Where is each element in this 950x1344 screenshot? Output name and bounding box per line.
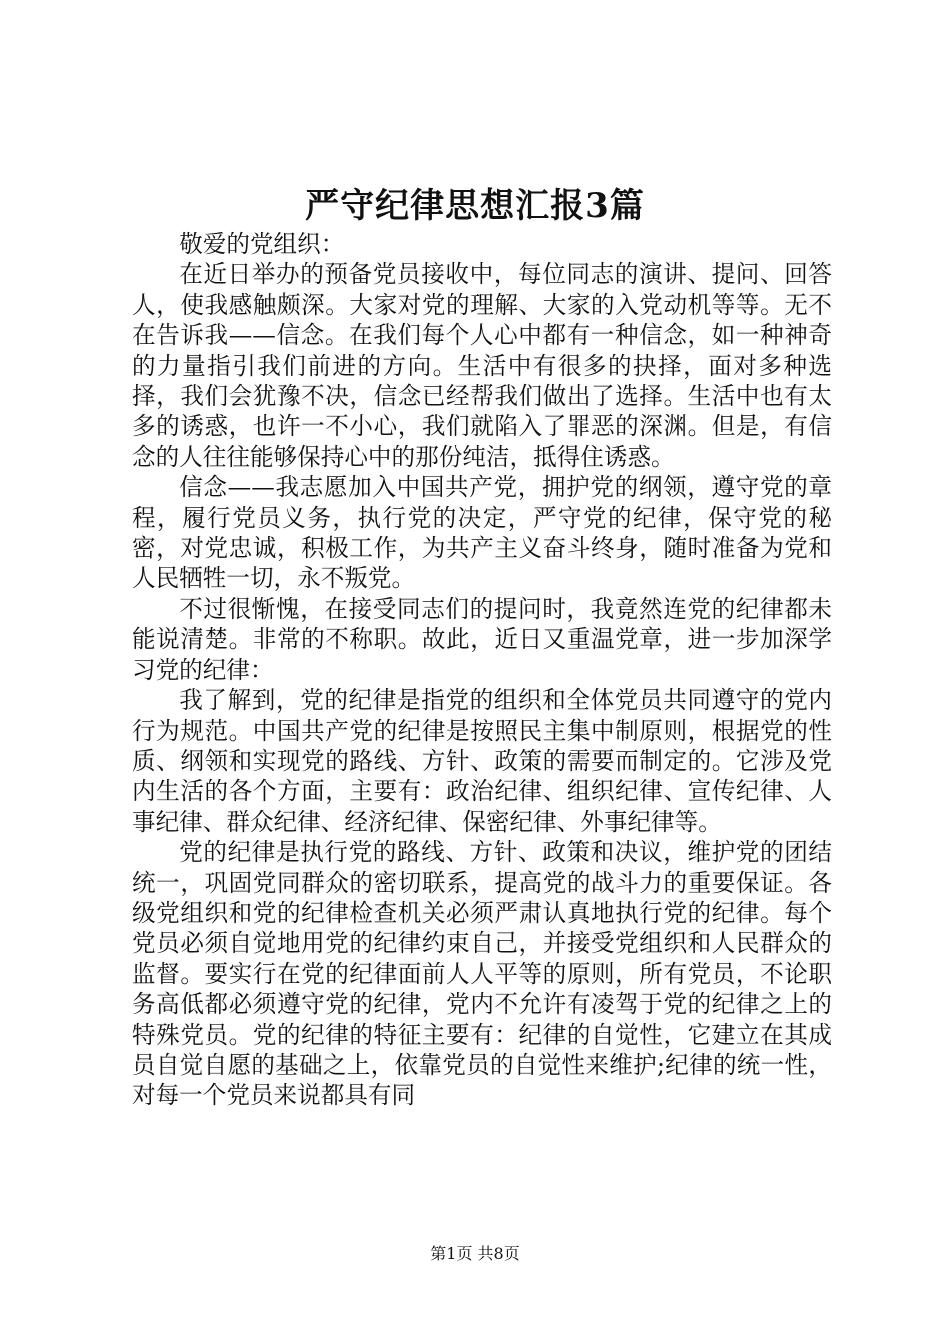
- document-body: [132, 229, 832, 1111]
- paragraph: 信念——我志愿加入中国共产党，拥护党的纲领，遵守党的章程，履行党员义务，执行党的决定，严守党的纪律，保守党的秘密，对党忠诚，积极工作，为共产主义奋斗终身，随时准备为党和人民牺牲一切，永不叛党。: [132, 473, 832, 593]
- document-title: 严守纪律思想汇报3篇: [305, 186, 645, 226]
- paragraph: 在近日举办的预备党员接收中，每位同志的演讲、提问、回答人，使我感触颇深。大家对党的理解、大家的入党动机等等。无不在告诉我——信念。在我们每个人心中都有一种信念，如一种神奇的力量指引我们前进的方向。生活中有很多的抉择，面对多种选择，我们会犹豫不决，信念已经帮我们做出了选择。生活中也有太多的诱惑，也许一不小心，我们就陷入了罪恶的深渊。但是，有信念的人往往能够保持心中的那份纯洁，抵得住诱惑。: [132, 260, 832, 471]
- salutation: 敬爱的党组织：: [179, 230, 345, 258]
- page-footer: 第1页 共8页: [430, 1244, 520, 1263]
- paragraph: 不过很惭愧，在接受同志们的提问时，我竟然连党的纪律都未能说清楚。非常的不称职。故此，近日又重温党章，进一步加深学习党的纪律：: [132, 594, 832, 684]
- paragraph: 我了解到，党的纪律是指党的组织和全体党员共同遵守的党内行为规范。中国共产党的纪律是按照民主集中制原则，根据党的性质、纲领和实现党的路线、方针、政策的需要而制定的。它涉及党内生活的各个方面，主要有：政治纪律、组织纪律、宣传纪律、人事纪律、群众纪律、经济纪律、保密纪律、外事纪律等。: [132, 686, 832, 836]
- paragraph: 党的纪律是执行党的路线、方针、政策和决议，维护党的团结统一，巩固党同群众的密切联系，提高党的战斗力的重要保证。各级党组织和党的纪律检查机关必须严肃认真地执行党的纪律。每个党员必须自觉地用党的纪律约束自己，并接受党组织和人民群众的监督。要实行在党的纪律面前人人平等的原则，所有党员，不论职务高低都必须遵守党的纪律，党内不允许有凌驾于党的纪律之上的特殊党员。党的纪律的特征主要有：纪律的自觉性，它建立在其成员自觉自愿的基础之上，依靠党员的自觉性来维护;纪律的统一性，对每一个党员来说都具有同: [132, 838, 832, 1110]
